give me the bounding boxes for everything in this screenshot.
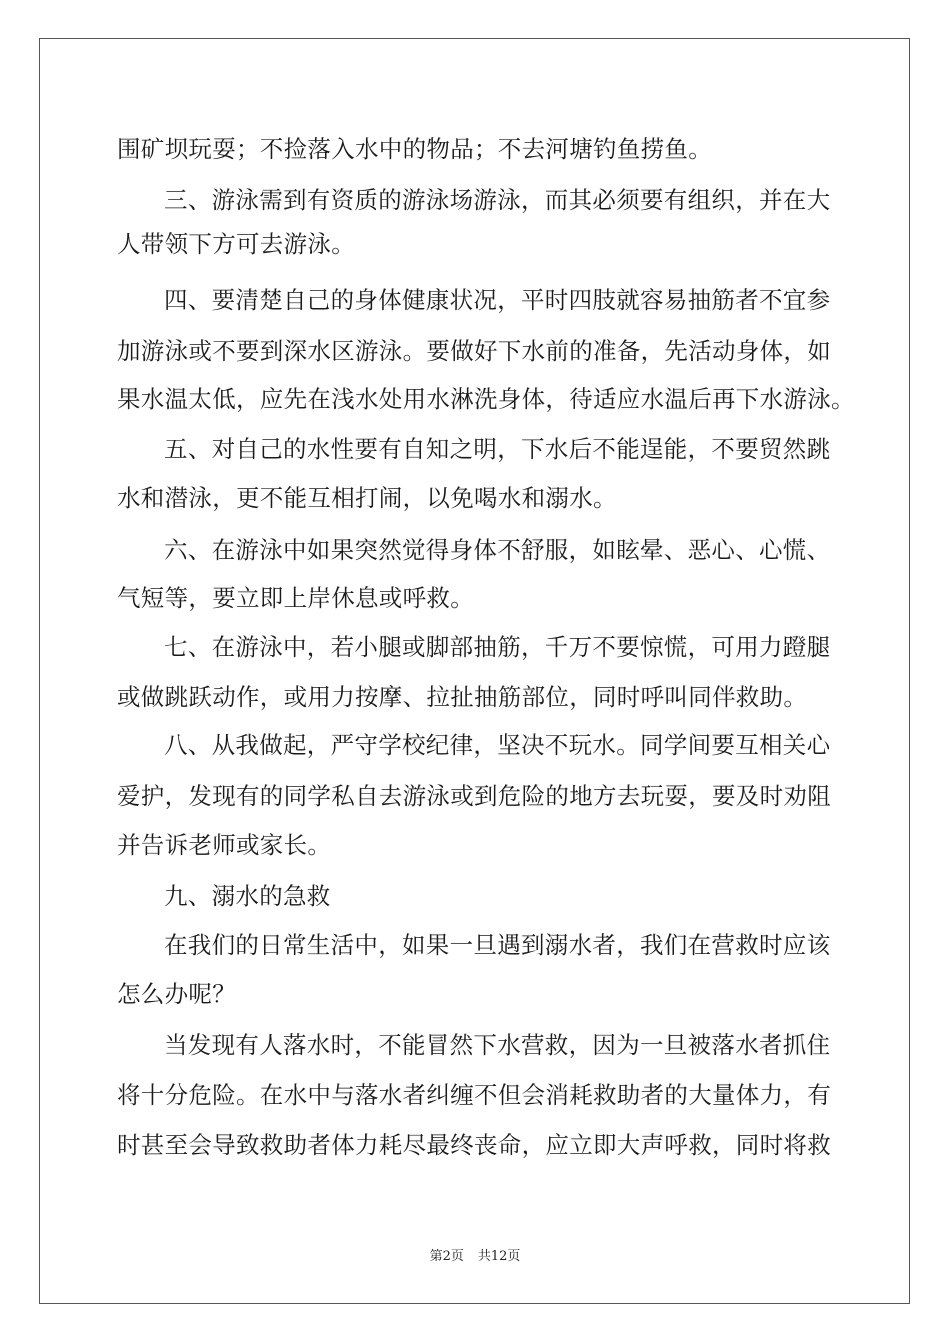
text-line: 围矿坝玩耍；不捡落入水中的物品；不去河塘钓鱼捞鱼。	[117, 135, 712, 163]
page-total: 共12页	[477, 1249, 521, 1264]
text-line: 或做跳跃动作，或用力按摩、拉扯抽筋部位，同时呼叫同伴救助。	[117, 683, 808, 711]
text-line: 怎么办呢？	[117, 980, 236, 1008]
text-line: 四、要清楚自己的身体健康状况，平时四肢就容易抽筋者不宜参	[164, 286, 831, 314]
text-line: 将十分危险。在水中与落水者纠缠不但会消耗救助者的大量体力，有	[117, 1081, 831, 1109]
text-line: 人带领下方可去游泳。	[117, 230, 355, 258]
text-line: 爱护，发现有的同学私自去游泳或到危险的地方去玩耍，要及时劝阻	[117, 782, 831, 810]
page-number: 第2页	[429, 1249, 464, 1264]
text-line: 七、在游泳中，若小腿或脚部抽筋，千万不要惊慌，可用力蹬腿	[164, 633, 831, 661]
page-footer	[0, 1248, 950, 1266]
text-line: 八、从我做起，严守学校纪律，坚决不玩水。同学间要互相关心	[164, 731, 831, 759]
text-line: 在我们的日常生活中，如果一旦遇到溺水者，我们在营救时应该	[164, 931, 831, 959]
text-line: 果水温太低，应先在浅水处用水淋洗身体，待适应水温后再下水游泳。	[117, 385, 855, 413]
text-line: 五、对自己的水性要有自知之明，下水后不能逞能，不要贸然跳	[164, 435, 831, 463]
text-line: 水和潜泳，更不能互相打闹，以免喝水和溺水。	[117, 484, 617, 512]
text-line: 气短等，要立即上岸休息或呼救。	[117, 584, 474, 612]
section-heading: 九、溺水的急救	[164, 882, 331, 910]
page-border	[39, 38, 910, 1304]
text-line: 并告诉老师或家长。	[117, 831, 332, 859]
text-line: 当发现有人落水时，不能冒然下水营救，因为一旦被落水者抓住	[164, 1031, 831, 1059]
text-line: 三、游泳需到有资质的游泳场游泳，而其必须要有组织，并在大	[164, 186, 831, 214]
text-line: 六、在游泳中如果突然觉得身体不舒服，如眩晕、恶心、心慌、	[164, 536, 831, 564]
text-line: 时甚至会导致救助者体力耗尽最终丧命，应立即大声呼救，同时将救	[117, 1131, 831, 1159]
text-line: 加游泳或不要到深水区游泳。要做好下水前的准备，先活动身体，如	[117, 337, 831, 365]
